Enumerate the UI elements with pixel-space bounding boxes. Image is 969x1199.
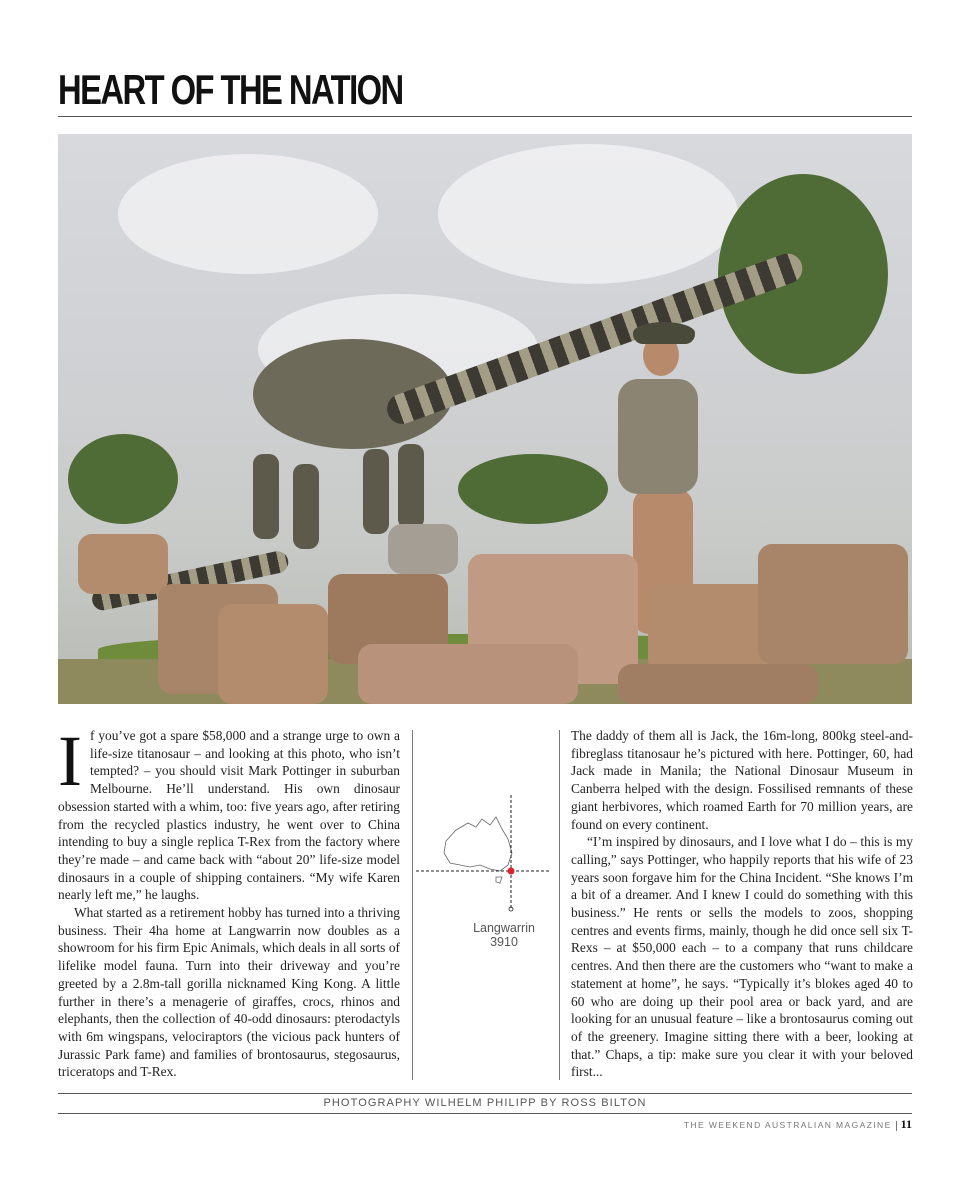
photo-rock xyxy=(78,534,168,594)
column-rule xyxy=(412,730,413,1080)
footer-separator xyxy=(896,1121,897,1131)
credit-rule-top xyxy=(58,1093,912,1094)
page-number: 11 xyxy=(900,1117,912,1131)
photo-tree xyxy=(68,434,178,524)
map-place-name: Langwarrin xyxy=(473,921,535,935)
page-footer xyxy=(684,1117,912,1132)
dinosaur-leg xyxy=(253,454,279,539)
map-postcode: 3910 xyxy=(490,935,518,949)
photo-rock xyxy=(218,604,328,704)
article-paragraph: “I’m inspired by dinosaurs, and I love what I do – this is my calling,” says Pottinger, who happily reports that his wife of 23 years soon forgave him for the China Incident. “She knows I’m a bit of a dreamer. And I knew I could do something with this business.” He rents or sells the models to zoos, shopping centres and events firms, mainly, though he did once sell six T-Rexs – at $50,000 each – to a company that runs childcare centres. And then there are the customers who “want to make a statement at home”, he says. “Typically it’s blokes aged 40 to 60 who are doing up their pool area or back yard, and are looking for an unusual feature – like a brontosaurus coming out of the greenery. Imagine sitting there with a beer, looking at that.” Chaps, a tip: make sure you clear it with your beloved first... xyxy=(571,834,913,1080)
dinosaur-leg xyxy=(363,449,389,534)
australia-locator-map xyxy=(416,795,551,915)
publication-name: THE WEEKEND AUSTRALIAN MAGAZINE xyxy=(683,1120,892,1130)
drop-cap: I xyxy=(58,721,82,801)
australia-outline xyxy=(444,817,512,871)
photo-cloud xyxy=(438,144,738,284)
tasmania-outline xyxy=(496,877,502,883)
man-hat xyxy=(633,322,695,344)
article-column-right xyxy=(571,727,913,1081)
page-headline: HEART OF THE NATION xyxy=(58,66,403,113)
article-column-left xyxy=(58,721,400,1081)
photo-bush xyxy=(458,454,608,524)
column-rule xyxy=(559,730,560,1080)
headline-rule xyxy=(58,116,912,117)
photo-rock xyxy=(618,664,818,704)
feature-photo xyxy=(58,134,912,704)
photo-rock xyxy=(758,544,908,664)
photo-rock xyxy=(388,524,458,574)
credit-rule-bottom xyxy=(58,1113,912,1114)
photo-rock xyxy=(358,644,578,704)
article-paragraph: The daddy of them all is Jack, the 16m-long, 800kg steel-and-fibreglass titanosaur he’s pictured with here. Pottinger, 60, had Jack made in Manila; the National Dinosaur Museum in Canberra helped with the design. Fossilised remnants of these giant herbivores, which roamed Earth for 70 million years, are found on every continent. xyxy=(571,728,913,832)
article-paragraph: What started as a retirement hobby has turned into a thriving business. Their 4ha home at Langwarrin now doubles as a showroom for his firm Epic Animals, which deals in all sorts of lifelike model fauna. Turn into their driveway and you’re greeted by a 2.8m-tall gorilla nicknamed King Kong. A little further in there’s a menagerie of giraffes, crocs, rhinos and elephants, then the collection of 40-odd dinosaurs: pterodactyls with 6m wingspans, velociraptors (the vicious pack hunters of Jurassic Park fame) and families of brontosaurus, stegosaurus, triceratops and T-Rex. xyxy=(58,905,400,1080)
photo-cloud xyxy=(118,154,378,274)
photo-credit: PHOTOGRAPHY WILHELM PHILIPP BY ROSS BILTON xyxy=(323,1097,647,1109)
location-marker xyxy=(508,868,515,875)
dinosaur-leg xyxy=(293,464,319,549)
map-caption xyxy=(450,921,558,949)
man-torso xyxy=(618,379,698,494)
article-paragraph: f you’ve got a spare $58,000 and a strange urge to own a life-size titanosaur – and looking at this photo, who isn’t tempted? – you should visit Mark Pottinger in suburban Melbourne. He’ll understand. His own dinosaur obsession started with a whim, too: five years ago, after retiring from the recycled plastics industry, he went over to China intending to buy a single replica T-Rex from the factory where they’re made – and came back with “about 20” life-size model dinosaurs in a couple of shipping containers. “My wife Karen nearly left me,” he laughs. xyxy=(58,728,400,903)
dinosaur-leg xyxy=(398,444,424,529)
